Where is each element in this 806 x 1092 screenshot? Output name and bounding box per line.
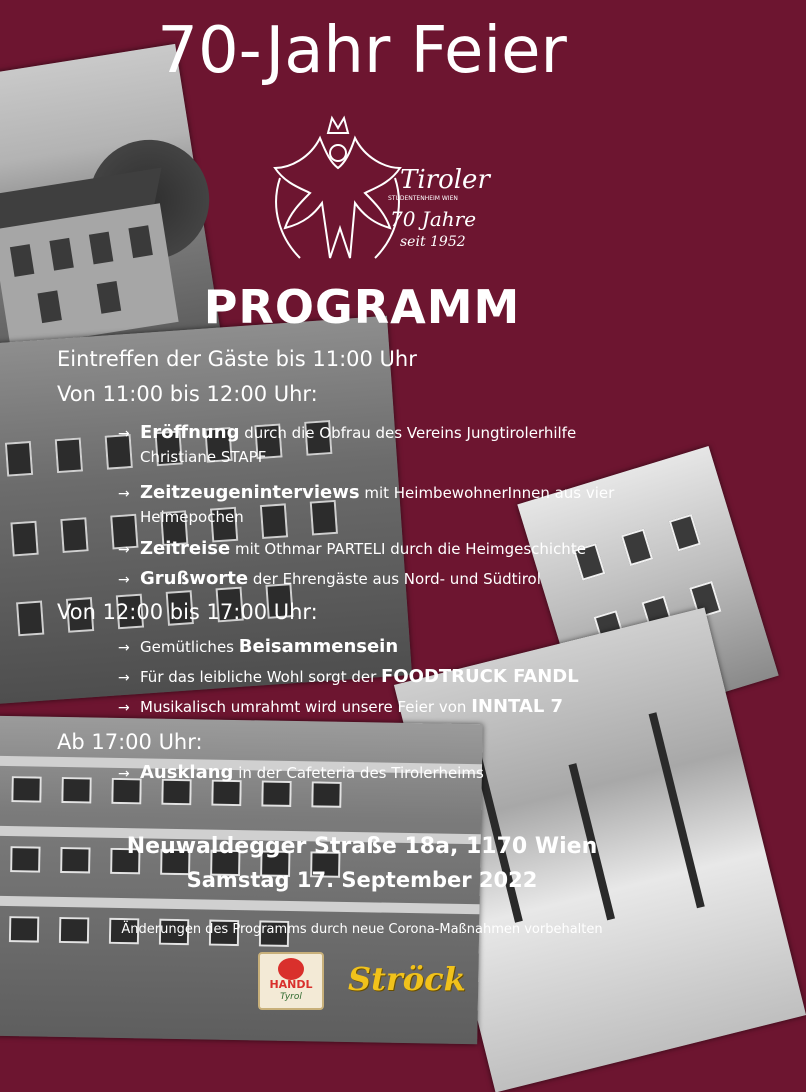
- arrow-right-icon: →: [118, 542, 130, 558]
- programm-heading: PROGRAMM: [203, 280, 521, 334]
- logo-since: seit 1952: [400, 234, 466, 250]
- block2-heading: Von 12:00 bis 17:00 Uhr:: [57, 600, 318, 624]
- arrow-right-icon: →: [118, 670, 130, 686]
- list-item: → Grußworte der Ehrengäste aus Nord- und Südtirol: [118, 568, 541, 589]
- logo-name: Tiroler: [400, 165, 490, 195]
- arrow-right-icon: →: [118, 426, 130, 442]
- list-item: → Musikalisch umrahmt wird unsere Feier von INNTAL 7: [118, 696, 564, 717]
- corona-note: Änderungen des Programms durch neue Corona-Maßnahmen vorbehalten: [121, 922, 603, 937]
- logo-subtitle: STUDENTENHEIM WIEN: [388, 195, 458, 202]
- event-address: Neuwaldegger Straße 18a, 1170 Wien: [126, 834, 598, 859]
- handl-emblem-icon: [278, 958, 304, 980]
- handl-logo: HANDL Tyrol: [258, 952, 324, 1010]
- block3-heading: Ab 17:00 Uhr:: [57, 730, 203, 754]
- arrival-line: Eintreffen der Gäste bis 11:00 Uhr: [57, 347, 417, 371]
- list-item: → Eröffnung durch die Obfrau des Vereins Jungtirolerhilfe: [118, 422, 577, 443]
- eagle-logo-icon: [260, 108, 490, 278]
- block1-heading: Von 11:00 bis 12:00 Uhr:: [57, 382, 318, 406]
- arrow-right-icon: →: [118, 700, 130, 716]
- arrow-right-icon: →: [118, 572, 130, 588]
- logo-years: 70 Jahre: [390, 207, 477, 231]
- arrow-right-icon: →: [118, 640, 130, 656]
- arrow-right-icon: →: [118, 486, 130, 502]
- list-item: → Gemütliches Beisammensein: [118, 636, 399, 657]
- list-item: → Ausklang in der Cafeteria des Tirolerheims: [118, 762, 484, 783]
- arrow-right-icon: →: [118, 766, 130, 782]
- list-item-continuation: Christiane STAPF: [140, 448, 267, 466]
- stroeck-logo: Ströck: [348, 960, 466, 998]
- list-item-continuation: Heimepochen: [140, 508, 244, 526]
- list-item: → Für das leibliche Wohl sorgt der FOODTRUCK FANDL: [118, 666, 579, 687]
- list-item: → Zeitzeugeninterviews mit HeimbewohnerInnen aus vier: [118, 482, 615, 503]
- event-date: Samstag 17. September 2022: [186, 868, 538, 892]
- tiroler-logo: [260, 108, 490, 278]
- list-item: → Zeitreise mit Othmar PARTELI durch die Heimgeschichte: [118, 538, 586, 559]
- poster-title: 70-Jahr Feier: [157, 14, 567, 88]
